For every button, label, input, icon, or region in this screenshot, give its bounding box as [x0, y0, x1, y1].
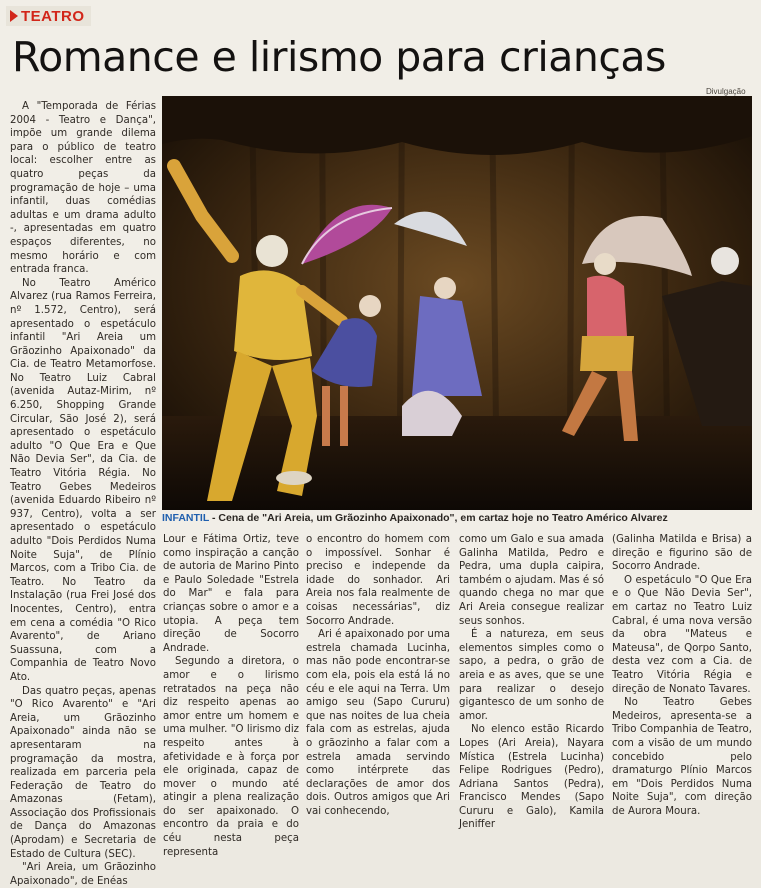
section-tag	[6, 6, 91, 26]
caption-text: - Cena de "Ari Areia, um Grãozinho Apaixonado", em cartaz hoje no Teatro Américo Alvarez	[209, 512, 668, 524]
paragraph: "Ari Areia, um Grãozinho Apaixonado", de Enéas	[10, 862, 156, 887]
paragraph: O espetáculo "O Que Era e o Que Não Devia Ser", em cartaz no Teatro Luiz Cabral, é uma nova versão da obra "Mateus e Mateusa", de Qorpo Santo, desta vez com a Cia. de Teatro Vitória Régia e direção de Nonato Tavares.	[612, 574, 752, 695]
paragraph: Lour e Fátima Ortiz, teve como inspiração a canção de autoria de Marino Pinto e Paulo Soledade "Estrela do Mar" e fala para crianças sobre o amor e a utopia. A peça tem direção de Socorro Andrade.	[163, 534, 299, 654]
paragraph: como um Galo e sua amada Galinha Matilda, Pedro e Pedra, uma dupla caipira, também o ajudam. Mas é só quando chega no mar que Ari Areia consegue realizar seus sonhos.	[459, 534, 604, 627]
paragraph: Ari é apaixonado por uma estrela chamada Lucinha, mas não pode encontrar-se com ela, pois ela está lá no céu e ele aqui na Terra. Um amigo seu (Sapo Cururu) que nas noites de lua cheia fala com as estrelas, ajuda o grãozinho a falar com a estrela amada servindo como intérprete das declarações de amor dos dois. Outros amigos que Ari vai conhecendo,	[306, 629, 450, 817]
paragraph: (Galinha Matilda e Brisa) a direção e figurino são de Socorro Andrade.	[612, 534, 752, 573]
section-arrow-icon	[10, 10, 18, 22]
article-column-5	[612, 533, 752, 817]
paragraph: No Teatro Américo Alvarez (rua Ramos Ferreira, nº 1.572, Centro), será apresentado o espetáculo infantil "Ari Areia um Grãozinho Apaixonado" da Cia. de Teatro Metamorfose. No Teatro Luiz Cabral (avenida Autaz-Mirim, nº 6.250, Shopping Grande Circular, São José 2), será apresentado o espetáculo adulto "O Que Era e Que Não Devia Ser", da Cia. de Teatro Vitória Régia. No Teatro Gebes Medeiros (avenida Eduardo Ribeiro nº 937, Centro), volta a ser apresentado o espetáculo adulto "Dois Perdidos Numa Noite Suja", de Plínio Marcos, com a Tribo Cia. de Teatro. No Teatro da Instalação (rua Frei José dos Inocentes, Centro), entra em cena a comédia "O Rico Avarento", de Ariano Suassuna, com a Companhia de Teatro Novo Ato.	[10, 277, 156, 683]
caption-label: INFANTIL	[162, 512, 210, 524]
stage-photo	[162, 96, 752, 510]
paragraph: A "Temporada de Férias 2004 - Teatro e Dança", impõe um grande dilema para o público de teatro local: escolher entre as quatro peças da programação de hoje – uma infantil, duas comédias adultas e um drama adulto -, apresentadas em quatro espaços diferentes, no mesmo horário e com entrada franca.	[10, 101, 156, 276]
headline: Romance e lirismo para crianças	[12, 33, 666, 81]
paragraph: Segundo a diretora, o amor e o lirismo retratados na peça não diz respeito apenas ao amor entre um homem e uma mulher. "O lirismo diz respeito antes à afetividade e à força por ele originada, capaz de mover o mundo até atingir a plena realização do ser apaixonado. O encontro da praia e do céu nesta peça representa	[163, 656, 299, 858]
paragraph: No Teatro Gebes Medeiros, apresenta-se a Tribo Companhia de Teatro, com a visão de um mundo concebido pelo dramaturgo Plínio Marcos em "Dois Perdidos Numa Noite Suja", com direção de Aurora Moura.	[612, 697, 752, 817]
paragraph: o encontro do homem com o impossível. Sonhar é preciso e independe da idade do sonhador. Ari Areia nos fala realmente de coisas necessárias", diz Socorro Andrade.	[306, 534, 450, 627]
photo-credit: Divulgação	[706, 87, 746, 96]
article-column-4	[459, 533, 604, 831]
article-column-3	[306, 533, 450, 817]
article-column-2	[163, 533, 299, 858]
paragraph: No elenco estão Ricardo Lopes (Ari Areia), Nayara Mística (Estrela Lucinha) Felipe Rodrigues (Pedro), Adriana Santos (Pedra), Francisco Mendes (Sapo Cururu e Galo), Kamila Jeniffer	[459, 724, 604, 831]
paragraph: Das quatro peças, apenas "O Rico Avarento" e "Ari Areia, um Grãozinho Apaixonado" ainda não se apresentaram na programação da mostra, realizada em parceria pela Federação de Teatro do Amazonas (Fetam), Associação dos Profissionais de Dança do Amazonas (Aprodam) e Secretaria de Estado de Cultura (SEC).	[10, 685, 156, 860]
paragraph: É a natureza, em seus elementos simples como o sapo, a pedra, o grão de areia e as aves, que se une para realizar o desejo gigantesco de um sonho de amor.	[459, 629, 604, 722]
article-column-1	[10, 100, 156, 887]
section-label: TEATRO	[21, 7, 85, 25]
photo-caption	[162, 512, 752, 525]
